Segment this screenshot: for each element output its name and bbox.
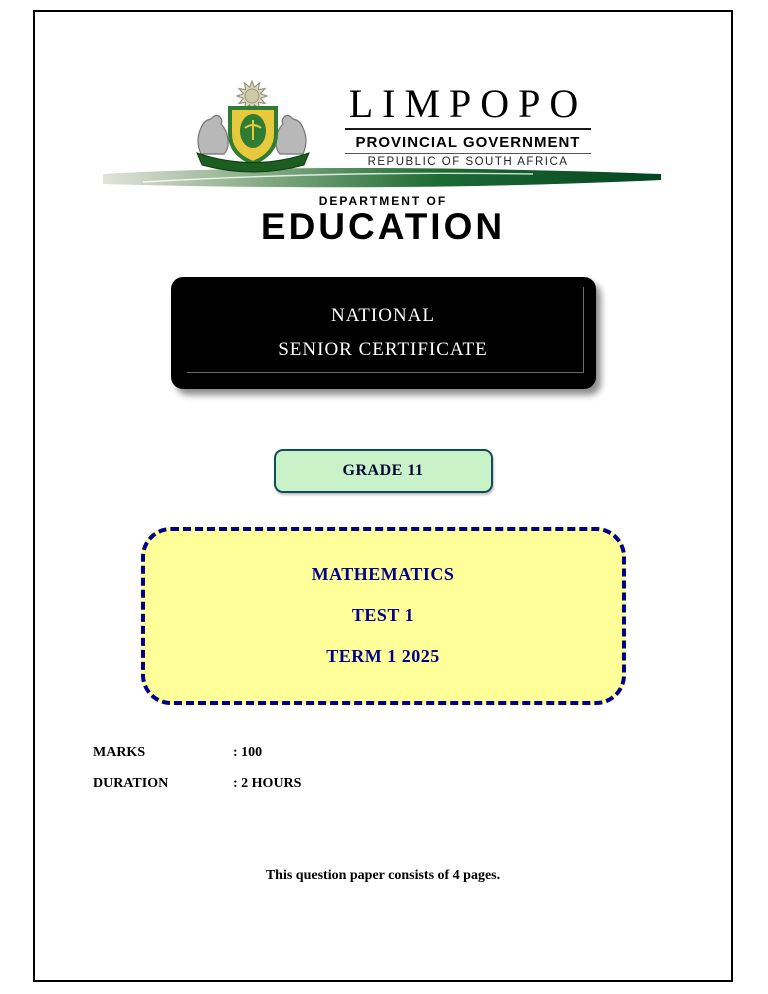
grade-badge [274,449,493,493]
provincial-government-logo [35,80,731,180]
marks-label: MARKS [93,744,146,760]
exam-details [93,745,731,792]
department-of-label: DEPARTMENT OF [318,194,448,208]
marks-value: : 100 [233,744,263,760]
department-name: EDUCATION [260,206,506,247]
exam-cover-page [33,10,733,982]
duration-value: : 2 HOURS [233,775,302,791]
republic-label: REPUBLIC OF SOUTH AFRICA [367,156,569,168]
duration-row [93,776,731,792]
provincial-government-label: PROVINCIAL GOVERNMENT [345,134,592,154]
term-year: TERM 1 2025 [326,646,440,667]
subject-panel [141,527,626,705]
duration-label: DURATION [93,775,169,791]
certificate-line-2: SENIOR CERTIFICATE [278,338,488,360]
grade-label: GRADE 11 [342,461,424,479]
subject-name: MATHEMATICS [311,564,455,585]
department-block [35,194,731,247]
province-name: LIMPOPO [345,84,592,130]
marks-row [93,745,731,761]
test-number: TEST 1 [351,605,415,626]
limpopo-coat-of-arms-icon [175,80,335,180]
logo-text-block [345,80,592,168]
certificate-line-1: NATIONAL [330,304,436,326]
page-count-note: This question paper consists of 4 pages. [265,867,501,883]
certificate-banner [171,277,596,389]
